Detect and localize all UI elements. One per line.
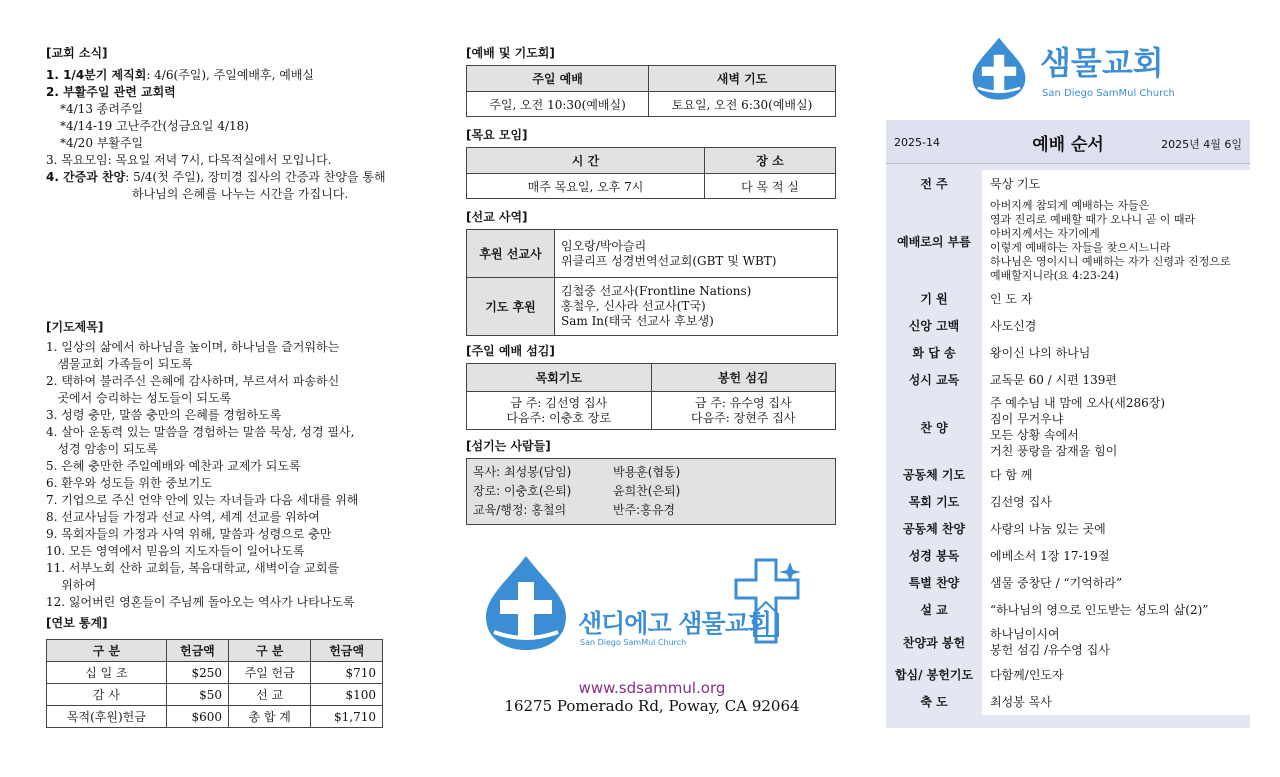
order-value	[982, 688, 1250, 715]
order-row	[886, 515, 1250, 542]
serving-line: 금 주: 김선영 집사	[510, 395, 608, 410]
news-item-text: 하나님의 은혜를 나누는 시간을 가집니다.	[132, 187, 349, 201]
news-item	[46, 118, 426, 135]
logo-name: 샘물교회	[1040, 44, 1164, 82]
thursday-header: 시 간	[467, 148, 705, 174]
order-line: 이렇게 예배하는 자들을 찾으시느니라	[990, 241, 1171, 254]
order-label: 설 교	[920, 603, 948, 617]
order-line: 예배할지니라(요 4:23-24)	[990, 269, 1119, 282]
prayer-item: 성경 암송이 되도록	[46, 442, 158, 456]
order-line: 주 예수님 내 맘에 오사(새286장)	[990, 396, 1166, 410]
order-label: 성시 교독	[908, 373, 960, 387]
servants-row	[473, 482, 829, 501]
news-list	[46, 67, 426, 203]
order-value	[982, 461, 1250, 488]
order-value	[982, 339, 1250, 366]
order-value	[982, 488, 1250, 515]
mission-line: 임오랑/박아슬리	[561, 238, 647, 253]
order-number: 2025-14	[894, 136, 940, 149]
thursday-title: [목요 모임]	[466, 128, 528, 142]
order-value	[982, 285, 1250, 312]
prayer-item: 9. 목회자들의 가정과 사역 위해, 말씀과 성령으로 충만	[46, 527, 332, 541]
worship-value: 주일, 오전 10:30(예배실)	[467, 92, 649, 117]
mission-title: [선교 사역]	[466, 210, 528, 224]
order-row	[886, 393, 1250, 461]
order-label: 합심/ 봉헌기도	[894, 668, 974, 682]
order-value	[982, 393, 1250, 461]
servant-name: 박용훈(협동)	[613, 465, 681, 479]
order-line: 다 함 께	[990, 467, 1033, 482]
order-value	[982, 366, 1250, 393]
mission-label: 후원 선교사	[467, 230, 555, 278]
servant-name: 반주:홍유경	[613, 503, 676, 517]
finance-cell: $710	[311, 662, 383, 684]
order-label: 전 주	[920, 177, 948, 191]
serving-value	[467, 392, 652, 430]
order-line: 사랑의 나눔 있는 곳에	[990, 521, 1106, 536]
order-row	[886, 488, 1250, 515]
prayer-item: 5. 은혜 충만한 주일예배와 예찬과 교제가 되도록	[46, 459, 301, 473]
order-row	[886, 285, 1250, 312]
prayer-item: 샘물교회 가족들이 되도록	[46, 357, 193, 371]
order-row	[886, 170, 1250, 197]
worship-table	[466, 65, 836, 117]
order-label: 축 도	[920, 695, 948, 709]
order-date: 2025년 4월 6일	[1161, 138, 1242, 151]
news-item	[46, 152, 426, 169]
news-item-text: *4/14-19 고난주간(성금요일 4/18)	[60, 119, 249, 133]
order-line: 교독문 60 / 시편 139편	[990, 372, 1118, 387]
servants-title: [섬기는 사람들]	[466, 439, 551, 453]
order-line: 에베소서 1장 17-19절	[990, 548, 1110, 563]
finance-cell: 주일 헌금	[229, 662, 311, 684]
thursday-table	[466, 147, 836, 199]
news-item-bold: 1. 1/4분기 제직회	[46, 68, 147, 82]
order-value	[982, 623, 1250, 661]
church-logo-small	[966, 32, 1216, 108]
order-table	[886, 170, 1250, 715]
table-row	[47, 662, 383, 684]
news-item-text: : 4/6(주일), 주일예배후, 예배실	[146, 68, 315, 82]
servant-name: 목사: 최성봉(담임)	[473, 465, 572, 479]
servant-name: 윤희찬(은퇴)	[613, 484, 681, 498]
prayer-item: 6. 환우와 성도들 위한 중보기도	[46, 476, 212, 490]
worship-value: 토요일, 오전 6:30(예배실)	[649, 92, 836, 117]
news-item-text: *4/13 종려주일	[60, 102, 144, 116]
news-item	[46, 186, 426, 203]
order-line: 하나님은 영이시니 예배하는 자가 신령과 진정으로	[990, 255, 1231, 268]
finance-cell: 총 합 계	[229, 706, 311, 728]
order-label: 찬양과 봉헌	[902, 635, 966, 650]
cross-drop-icon	[476, 552, 576, 652]
thursday-value: 다 목 적 실	[704, 174, 835, 199]
order-value	[982, 197, 1250, 285]
news-item	[46, 84, 426, 101]
order-value	[982, 312, 1250, 339]
order-row	[886, 197, 1250, 285]
order-row	[886, 623, 1250, 661]
servant-name: 교육/행정: 홍철의	[473, 503, 567, 517]
thursday-value: 매주 목요일, 오후 7시	[467, 174, 705, 199]
finance-header: 구 분	[47, 640, 167, 662]
prayer-item: 4. 살아 운동력 있는 말씀을 경험하는 말씀 묵상, 성경 필사,	[46, 425, 355, 439]
prayer-title: [기도제목]	[46, 320, 104, 334]
finance-cell: $50	[166, 684, 228, 706]
order-row	[886, 596, 1250, 623]
prayer-item: 12. 잃어버린 영혼들이 주님께 돌아오는 역사가 나타나도록	[46, 595, 355, 609]
serving-header: 목회기도	[467, 364, 652, 392]
order-value	[982, 569, 1250, 596]
cross-drop-icon	[966, 32, 1032, 104]
order-row	[886, 339, 1250, 366]
prayer-item: 7. 기업으로 주신 언약 안에 있는 자녀들과 다음 세대를 위해	[46, 493, 359, 507]
order-label: 기 원	[920, 292, 948, 306]
news-item-text: *4/20 부활주일	[60, 136, 144, 150]
news-item-text: : 5/4(첫 주일), 장미경 집사의 간증과 찬양을 통해	[125, 170, 386, 184]
order-value	[982, 542, 1250, 569]
mission-line: 김철중 선교사(Frontline Nations)	[561, 284, 752, 298]
news-item	[46, 101, 426, 118]
order-row	[886, 661, 1250, 688]
order-title: 예배 순서	[1032, 135, 1104, 155]
prayer-item: 10. 모든 영역에서 믿음의 지도자들이 일어나도록	[46, 544, 305, 558]
website-link[interactable]: www.sdsammul.org	[578, 679, 726, 697]
finance-cell: 선 교	[229, 684, 311, 706]
worship-title: [예배 및 기도회]	[466, 46, 555, 60]
order-row	[886, 688, 1250, 715]
servants-row	[473, 463, 829, 482]
order-row	[886, 542, 1250, 569]
order-line: 사도신경	[990, 318, 1037, 333]
prayer-item: 2. 택하여 불러주신 은혜에 감사하며, 부르셔서 파송하신	[46, 374, 340, 388]
prayer-item: 곳에서 승리하는 성도들이 되도록	[46, 391, 232, 405]
church-logo-large	[476, 552, 816, 662]
news-item-bold: 4. 간증과 찬양	[46, 170, 126, 184]
finance-header: 헌금액	[311, 640, 383, 662]
order-line: 최성봉 목사	[990, 694, 1052, 709]
order-value	[982, 596, 1250, 623]
serving-header: 봉헌 섬김	[651, 364, 836, 392]
servants-box	[466, 458, 836, 525]
prayer-list	[46, 339, 426, 611]
order-line: 짐이 무거우냐	[990, 412, 1064, 426]
finance-cell: 감 사	[47, 684, 167, 706]
serving-line: 다음주: 이충호 장로	[506, 410, 611, 425]
finance-cell: $250	[166, 662, 228, 684]
logo-subtitle: San Diego SamMul Church	[580, 638, 687, 647]
finance-cell: 목적(후원)헌금	[47, 706, 167, 728]
order-label: 특별 찬양	[908, 576, 960, 590]
order-line: 모든 상황 속에서	[990, 428, 1079, 442]
prayer-item: 11. 서부노회 산하 교회들, 복음대학교, 새벽이슬 교회를	[46, 561, 340, 575]
mission-value	[555, 278, 838, 336]
logo-name: 샌디에고 샘물교회	[578, 609, 771, 638]
prayer-item: 1. 일상의 삶에서 하나님을 높이며, 하나님을 즐거워하는	[46, 340, 340, 354]
finance-cell: $100	[311, 684, 383, 706]
news-title: [교회 소식]	[46, 46, 108, 60]
finance-header: 구 분	[229, 640, 311, 662]
table-row	[47, 706, 383, 728]
worship-header: 새벽 기도	[649, 66, 836, 92]
order-value	[982, 515, 1250, 542]
news-item	[46, 135, 426, 152]
finance-cell: 십 일 조	[47, 662, 167, 684]
order-header	[886, 120, 1250, 164]
mission-label: 기도 후원	[467, 278, 555, 336]
mission-value	[555, 230, 838, 278]
servant-name: 장로: 이충호(은퇴)	[473, 484, 572, 498]
order-label: 예배로의 부름	[897, 234, 971, 249]
order-line: 거친 풍랑을 잠재울 힘이	[990, 444, 1118, 458]
order-line: 인 도 자	[990, 291, 1033, 306]
order-label: 공동체 찬양	[902, 522, 966, 536]
address: 16275 Pomerado Rd, Poway, CA 92064	[504, 697, 800, 715]
order-label: 목회 기도	[908, 495, 960, 509]
order-line: 아버지께서는 자기에게	[990, 227, 1100, 240]
order-line: 영과 진리로 예배할 때가 오나니 곧 이 때라	[990, 213, 1196, 226]
serving-value	[651, 392, 836, 430]
mission-line: 홍철우, 신사라 선교사(T국)	[561, 299, 706, 313]
mission-line: Sam In(태국 선교사 후보생)	[561, 314, 714, 328]
serving-title: [주일 예배 섬김]	[466, 344, 555, 358]
prayer-item: 위하여	[46, 578, 97, 592]
order-label: 화 답 송	[912, 346, 956, 360]
order-row	[886, 366, 1250, 393]
finance-cell: $1,710	[311, 706, 383, 728]
order-row	[886, 461, 1250, 488]
thursday-header: 장 소	[704, 148, 835, 174]
finance-cell: $600	[166, 706, 228, 728]
table-row	[47, 684, 383, 706]
serving-line: 금 주: 유수영 집사	[694, 395, 792, 410]
order-value	[982, 170, 1250, 197]
serving-line: 다음주: 장현주 집사	[691, 410, 796, 425]
order-line: 묵상 기도	[990, 176, 1041, 191]
order-line: 샘물 중창단 / “기억하라”	[990, 575, 1123, 590]
order-row	[886, 569, 1250, 596]
news-item	[46, 169, 426, 186]
mission-line: 위클리프 성경번역선교회(GBT 및 WBT)	[561, 253, 777, 268]
finance-title: [연보 통계]	[46, 616, 108, 630]
news-item-text: 3. 목요모임: 목요일 저녁 7시, 다목적실에서 모입니다.	[46, 153, 332, 167]
order-label: 신앙 고백	[908, 319, 960, 333]
news-item-bold: 2. 부활주일 관련 교회력	[46, 85, 176, 99]
order-label: 성경 봉독	[908, 549, 960, 563]
order-label: 공동체 기도	[902, 468, 966, 482]
prayer-item: 3. 성령 충만, 말씀 충만의 은혜를 경험하도록	[46, 408, 282, 422]
order-line: 아버지께 참되게 예배하는 자들은	[990, 199, 1150, 212]
order-line: 다함께/인도자	[990, 667, 1064, 682]
order-label: 찬 양	[920, 420, 948, 435]
order-line: 하나님이시여	[990, 627, 1060, 641]
worship-header: 주일 예배	[467, 66, 649, 92]
order-panel	[886, 120, 1250, 728]
order-value	[982, 661, 1250, 688]
order-line: 봉헌 섬김 /유수영 집사	[990, 643, 1110, 657]
chapel-cross-icon	[726, 552, 816, 652]
finance-header: 헌금액	[166, 640, 228, 662]
order-line: 김선영 집사	[990, 494, 1052, 509]
news-item	[46, 67, 426, 84]
serving-table	[466, 363, 836, 430]
logo-subtitle: San Diego SamMul Church	[1042, 88, 1175, 99]
finance-table	[46, 639, 383, 728]
servants-row	[473, 501, 829, 520]
prayer-item: 8. 선교사님들 가정과 선교 사역, 세계 선교를 위하여	[46, 510, 320, 524]
mission-table	[466, 229, 838, 336]
order-line: 왕이신 나의 하나님	[990, 345, 1091, 360]
order-row	[886, 312, 1250, 339]
order-line: “하나님의 영으로 인도받는 성도의 삶(2)”	[990, 602, 1209, 617]
